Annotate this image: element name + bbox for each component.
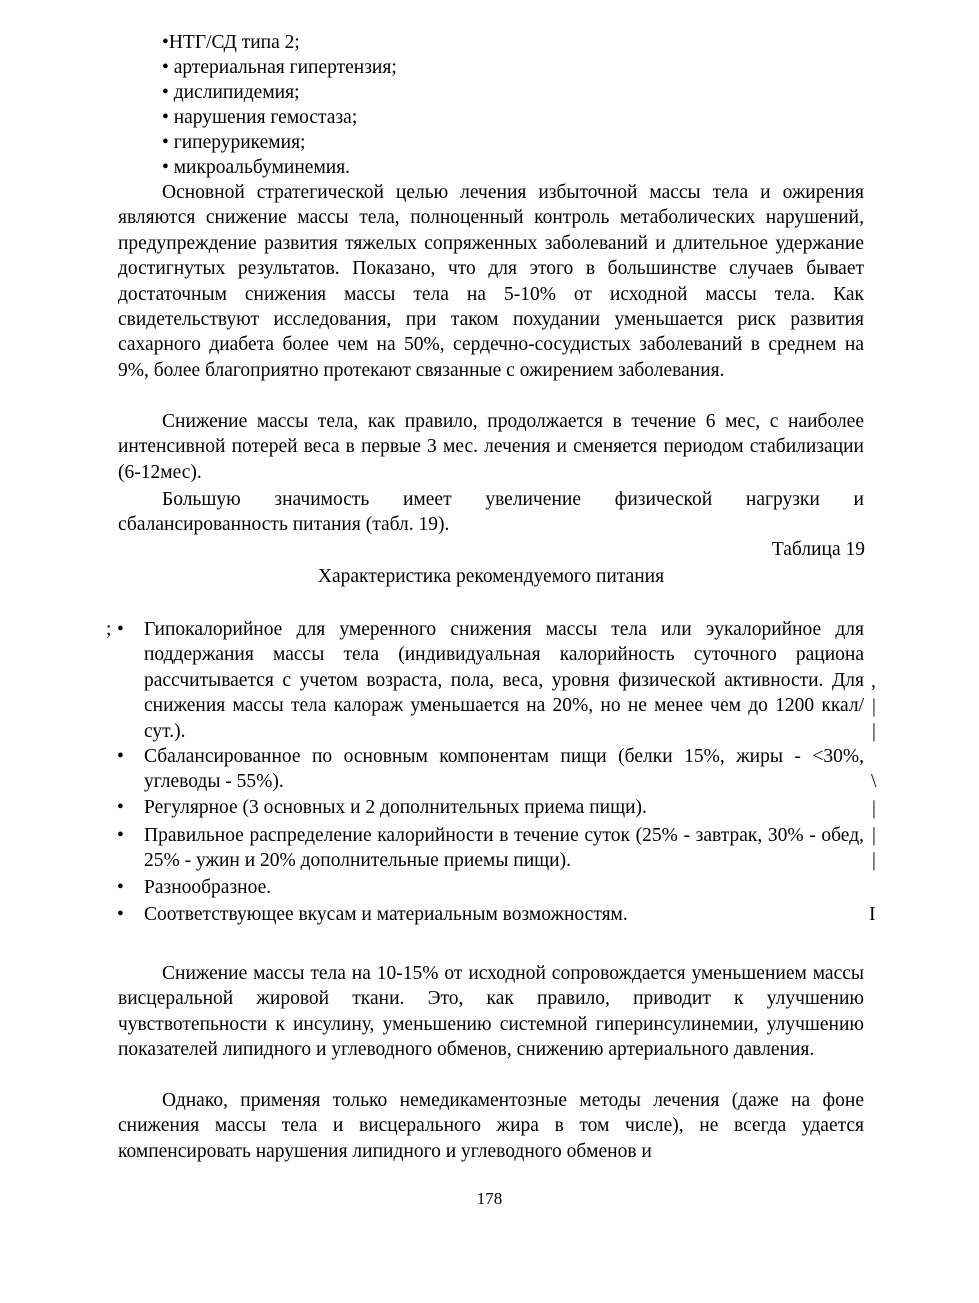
risk-factor-item: • нарушения гемостаза; — [162, 107, 358, 128]
margin-mark: | — [872, 850, 876, 871]
paragraph-physical-activity: Большую значимость имеет увеличение физической нагрузки и сбалансированность питания (табл. 19). — [118, 489, 864, 536]
margin-mark: | — [872, 798, 876, 819]
risk-factor-item: • микроальбуминемия. — [162, 157, 351, 178]
risk-factor-item: • артериальная гипертензия; — [162, 57, 397, 78]
risk-factor-item: • дислипидемия; — [162, 82, 300, 103]
bullet-icon: • — [117, 619, 124, 640]
bullet-icon: • — [117, 904, 124, 925]
margin-mark: , — [871, 671, 876, 692]
table-title: Характеристика рекомендуемого питания — [317, 566, 665, 587]
paragraph-treatment-goal: Основной стратегической целью лечения избыточной массы тела и ожирения являются снижение массы тела, полноценный контроль метаболических нарушений, предупреждение развития тяжелых сопряженных заболеваний и длительное удержание достигнутых результатов. Показано, что для этого в большинстве случаев бывает достаточным снижения массы тела на 5-10% от исходной массы тела. Как свидетельствуют исследования, при таком похудании уменьшается риск развития сахарного диабета более чем на 50%, сердечно-сосудистых заболеваний в среднем на 9%, более благоприятно протекают связанные с ожирением заболевания. — [118, 182, 864, 381]
paragraph-weight-loss-course: Снижение массы тела, как правило, продолжается в течение 6 мес, с наиболее интенсивной потерей веса в первые 3 мес. лечения и сменяется периодом стабилизации (6-12мес). — [118, 411, 864, 483]
margin-mark: | — [872, 825, 876, 846]
paragraph-visceral-fat: Снижение массы тела на 10-15% от исходной сопровождается уменьшением массы висцеральной жировой ткани. Это, как правило, приводит к улучшению чувствотепьности к инсулину, уменьшению системной гиперинсулинемии, улучшению показателей липидного и углеводного обменов, снижению артериального давления. — [118, 963, 864, 1061]
margin-mark: | — [872, 721, 876, 742]
bullet-icon: • — [117, 797, 124, 818]
list-item: Гипокалорийное для умеренного снижения массы тела или эукалорийное для поддержания массы тела (индивидуальная калорийность суточного рациона рассчитывается с учетом возраста, пола, веса, уровня физической активности. Для снижения массы тела калораж уменьшается на 20%, но не менее чем до 1200 ккал/сут.). — [144, 619, 864, 742]
bullet-icon: • — [117, 825, 124, 846]
bullet-icon: • — [117, 877, 124, 898]
list-item: Разнообразное. — [144, 877, 272, 898]
risk-factor-item: •НТГ/СД типа 2; — [162, 32, 300, 53]
margin-mark: | — [872, 696, 876, 717]
list-item: Соответствующее вкусам и материальным возможностям. — [144, 904, 628, 925]
bullet-icon: • — [117, 746, 124, 767]
list-item: Сбалансированное по основным компонентам пищи (белки 15%, жиры - <30%, углеводы - 55%). — [144, 746, 864, 793]
list-item: Регулярное (3 основных и 2 дополнительных приема пищи). — [144, 797, 647, 818]
table-label: Таблица 19 — [771, 539, 865, 560]
risk-factor-item: • гиперурикемия; — [162, 132, 306, 153]
margin-mark: \ — [871, 771, 877, 792]
page-number: 178 — [476, 1189, 503, 1208]
paragraph-nonpharmacological: Однако, применяя только немедикаментозные методы лечения (даже на фоне снижения массы тела и висцерального жира в том числе), не всегда удается компенсировать нарушения липидного и углеводного обменов и — [118, 1090, 864, 1162]
list-item: Правильное распределение калорийности в течение суток (25% - завтрак, 30% - обед, 25% - ужин и 20% дополнительные приемы пищи). — [144, 825, 864, 872]
stray-mark: ; — [106, 619, 112, 640]
margin-mark: I — [869, 904, 876, 925]
